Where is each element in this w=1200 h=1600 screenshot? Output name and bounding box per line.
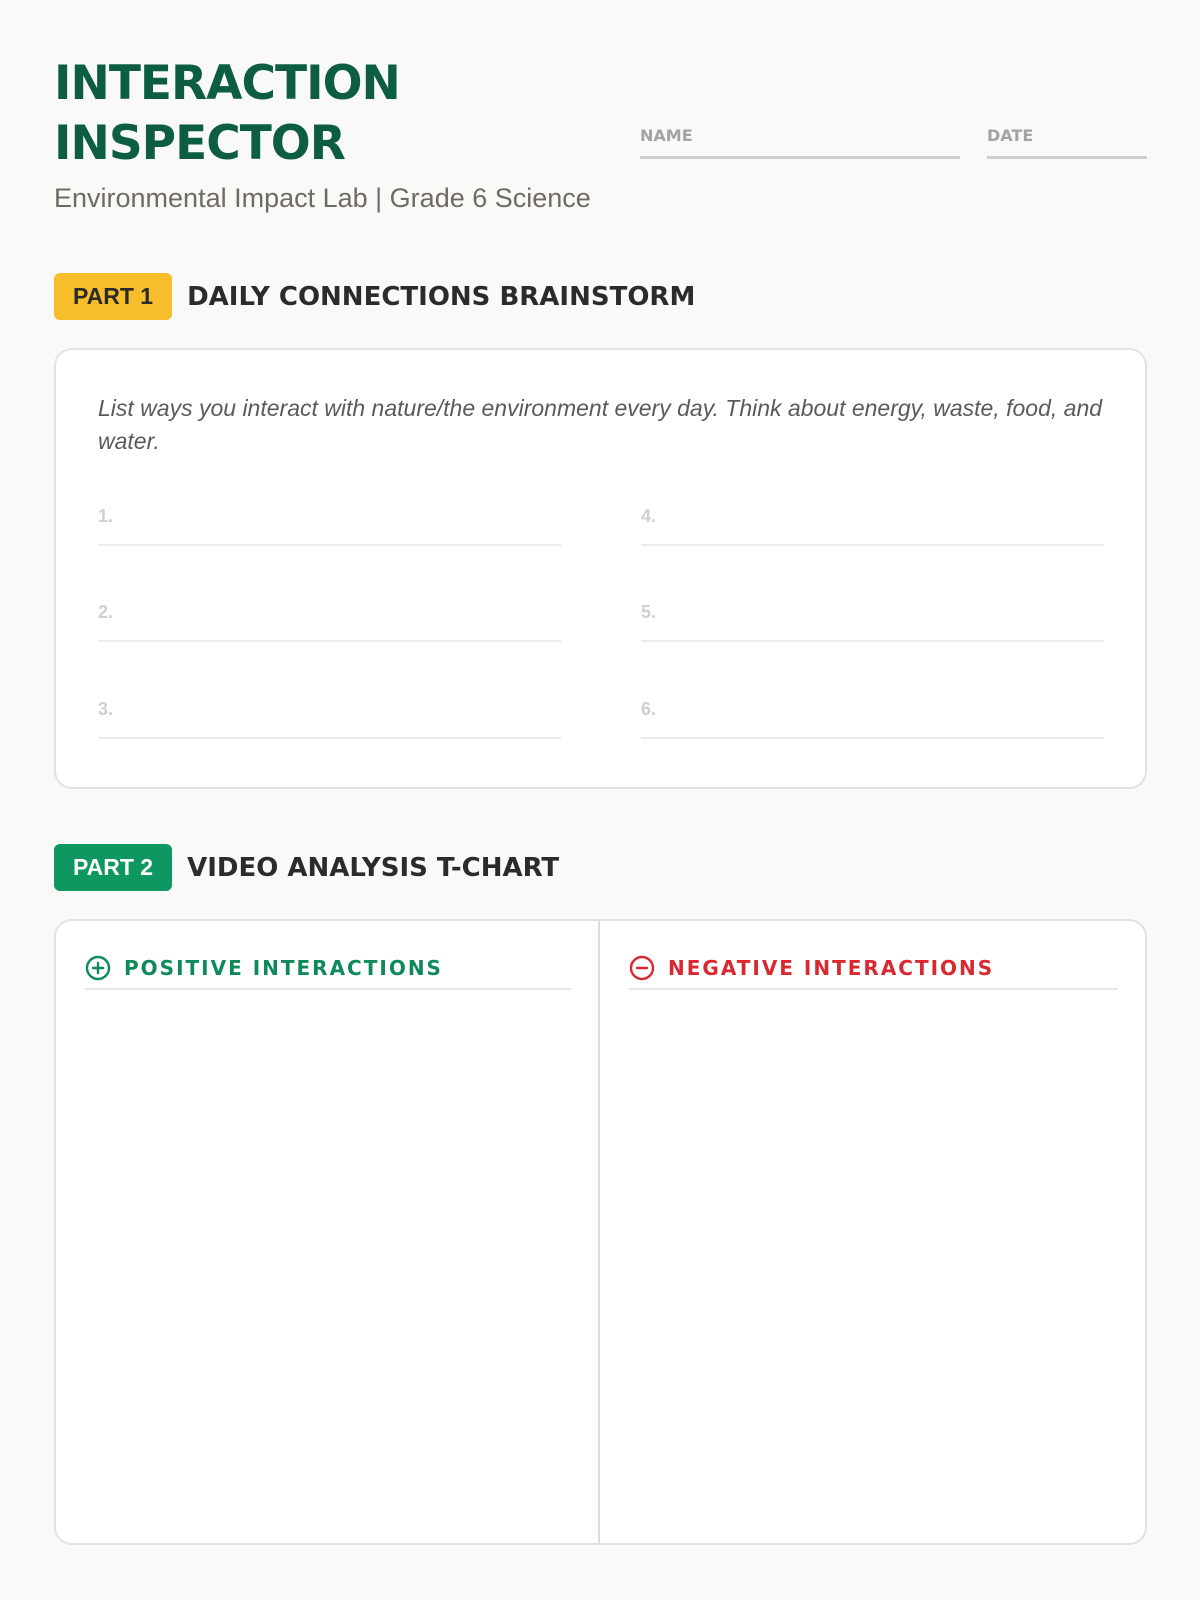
minus-circle-icon [629, 955, 655, 981]
negative-label: NEGATIVE INTERACTIONS [668, 956, 995, 980]
negative-column[interactable] [600, 921, 1147, 1543]
brainstorm-instructions: List ways you interact with nature/the environment every day. Think about energy, waste, food, and water. [98, 395, 1103, 454]
brainstorm-line-6[interactable] [641, 681, 1104, 739]
page-title [54, 54, 400, 174]
date-label: DATE [987, 126, 1034, 145]
brainstorm-card [54, 348, 1147, 789]
brainstorm-line-4[interactable] [641, 488, 1104, 546]
positive-column-header [85, 948, 571, 990]
positive-column[interactable] [56, 921, 600, 1543]
t-chart-card [54, 919, 1147, 1545]
line-number: 6. [641, 699, 657, 719]
line-number: 3. [98, 699, 114, 719]
part1-title: DAILY CONNECTIONS BRAINSTORM [187, 281, 696, 312]
brainstorm-line-3[interactable] [98, 681, 561, 739]
line-number: 4. [641, 506, 657, 526]
line-number: 1. [98, 506, 114, 526]
brainstorm-line-5[interactable] [641, 584, 1104, 642]
part1-badge: PART 1 [54, 273, 172, 320]
name-label: NAME [640, 126, 693, 145]
name-field[interactable] [640, 126, 960, 159]
page-subtitle: Environmental Impact Lab | Grade 6 Science [54, 183, 591, 213]
plus-circle-icon [85, 955, 111, 981]
title-line-2: INSPECTOR [54, 116, 345, 171]
brainstorm-line-2[interactable] [98, 584, 561, 642]
line-number: 5. [641, 602, 657, 622]
brainstorm-line-1[interactable] [98, 488, 561, 546]
line-number: 2. [98, 602, 114, 622]
part2-title: VIDEO ANALYSIS T-CHART [187, 852, 560, 883]
title-line-1: INTERACTION [54, 56, 400, 111]
negative-column-header [629, 948, 1118, 990]
worksheet-page [54, 0, 1147, 1600]
part1-header [54, 273, 695, 320]
part2-badge: PART 2 [54, 844, 172, 891]
date-field[interactable] [987, 126, 1147, 159]
positive-label: POSITIVE INTERACTIONS [124, 956, 443, 980]
part2-header [54, 844, 559, 891]
